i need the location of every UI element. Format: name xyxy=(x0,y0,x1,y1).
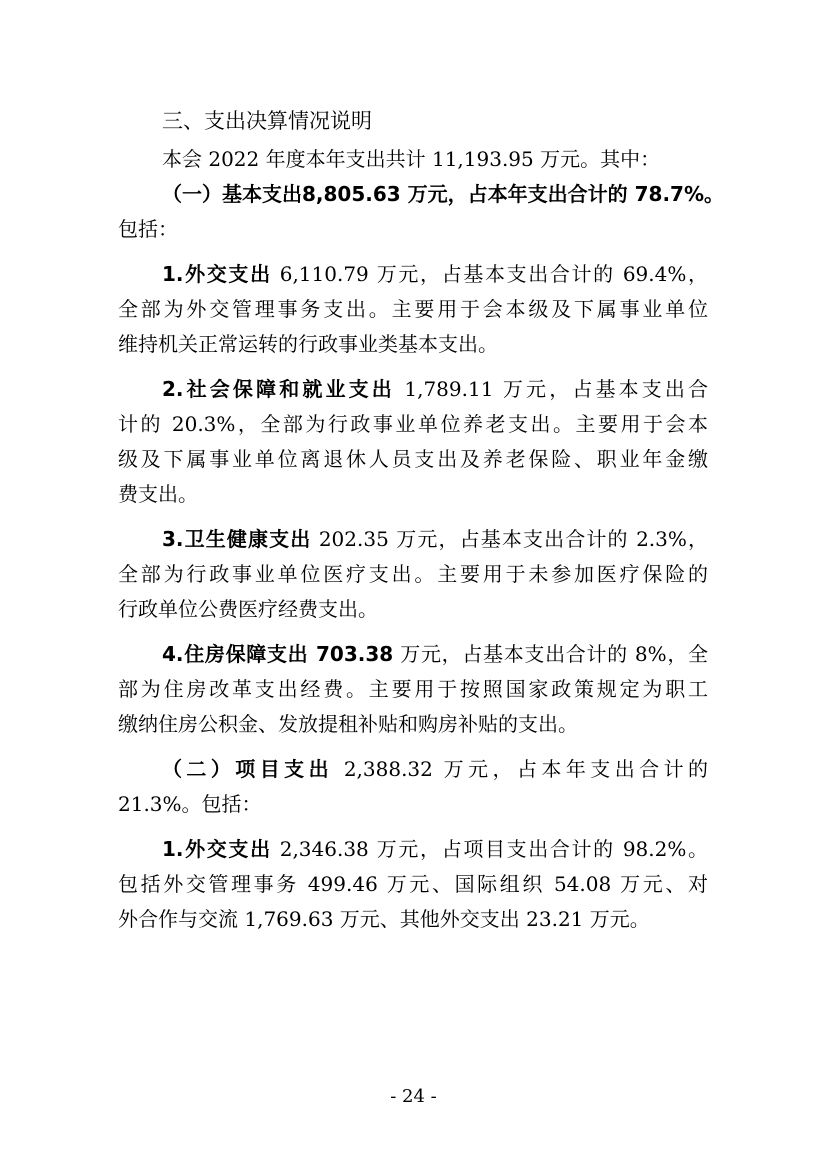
section-title: 三、支出决算情况说明 xyxy=(162,109,372,133)
item3-paragraph xyxy=(118,522,708,627)
item1-line3: 维持机关正常运转的行政事业类基本支出。 xyxy=(118,332,498,356)
intro-paragraph: 本会 2022 年度本年支出共计 11,193.95 万元。其中： xyxy=(162,147,661,171)
document-body xyxy=(118,100,725,937)
proj-item1-line1: 2,346.38 万元，占项目支出合计的 98.2%。 xyxy=(271,837,708,861)
item4-line1: 万元，占基本支出合计的 8%，全 xyxy=(393,642,709,666)
item4-amount: 703.38 xyxy=(308,642,394,666)
proj-item1-paragraph xyxy=(118,832,708,937)
item2-line3: 级及下属事业单位离退休人员支出及养老保险、职业年金缴 xyxy=(118,447,708,471)
project-expenditure-line1: 2,388.32 万元，占本年支出合计的 xyxy=(333,757,708,781)
item2-line4: 费支出。 xyxy=(118,482,198,506)
project-expenditure-paragraph xyxy=(118,752,708,822)
item2-line1: 1,789.11 万元，占基本支出合 xyxy=(394,377,709,401)
basic-expenditure-rest: ，占本年支出合计的 78.7%。 xyxy=(447,182,725,206)
item4-label: 4.住房保障支出 xyxy=(162,642,309,666)
item1-label: 1.外交支出 xyxy=(162,262,272,286)
item1-line2: 全部为外交管理事务支出。主要用于会本级及下属事业单位 xyxy=(118,297,708,321)
basic-expenditure-cont: 包括： xyxy=(118,217,178,241)
item3-line3: 行政单位公费医疗经费支出。 xyxy=(118,597,378,621)
item3-line1: 202.35 万元，占基本支出合计的 2.3%， xyxy=(311,527,709,551)
page-number: - 24 - xyxy=(390,1086,437,1107)
project-expenditure-label: （二）项目支出 xyxy=(162,757,334,781)
item3-label: 3.卫生健康支出 xyxy=(162,527,312,551)
proj-item1-line3: 外合作与交流 1,769.63 万元、其他外交支出 23.21 万元。 xyxy=(118,907,650,931)
item1-paragraph xyxy=(118,257,708,362)
basic-expenditure-paragraph xyxy=(118,177,725,247)
item2-line2: 计的 20.3%，全部为行政事业单位养老支出。主要用于会本 xyxy=(118,412,708,436)
item1-line1: 6,110.79 万元，占基本支出合计的 69.4%， xyxy=(271,262,708,286)
item4-line3: 缴纳住房公积金、发放提租补贴和购房补贴的支出。 xyxy=(118,712,578,736)
item2-label: 2.社会保障和就业支出 xyxy=(162,377,395,401)
item4-paragraph xyxy=(118,637,708,742)
proj-item1-line2: 包括外交管理事务 499.46 万元、国际组织 54.08 万元、对 xyxy=(118,872,708,896)
basic-expenditure-amount: 8,805.63 万元 xyxy=(302,182,448,206)
item3-line2: 全部为行政事业单位医疗支出。主要用于未参加医疗保险的 xyxy=(118,562,708,586)
project-expenditure-line2: 21.3%。包括： xyxy=(118,792,262,816)
item2-paragraph xyxy=(118,372,708,512)
proj-item1-label: 1.外交支出 xyxy=(162,837,272,861)
item4-line2: 部为住房改革支出经费。主要用于按照国家政策规定为职工 xyxy=(118,677,708,701)
basic-expenditure-label: （一）基本支出 xyxy=(162,182,302,206)
